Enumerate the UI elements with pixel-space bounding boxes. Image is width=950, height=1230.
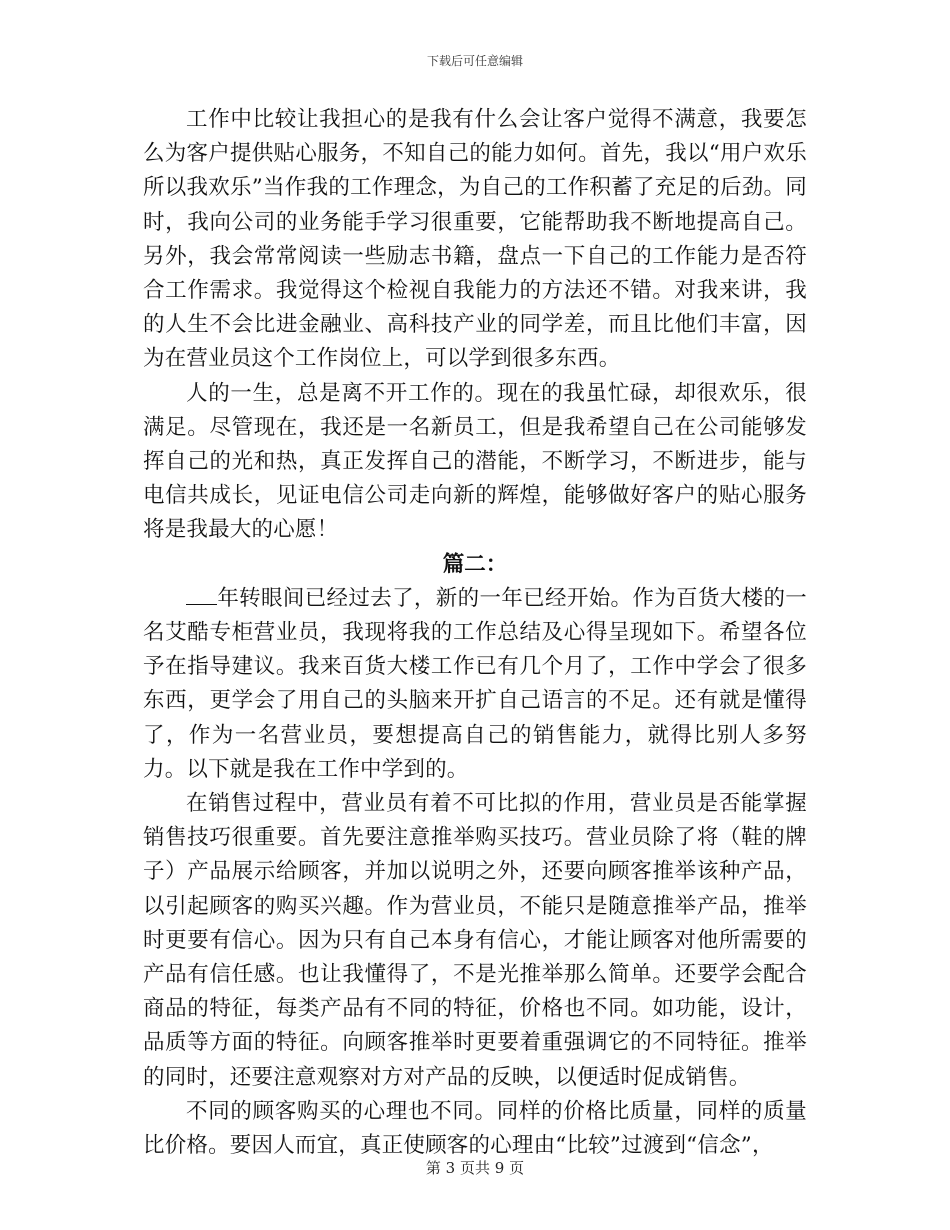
- paragraph: 人的一生，总是离不开工作的。现在的我虽忙碌，却很欢乐，很满足。尽管现在，我还是一名新员工，但是我希望自己在公司能够发挥自己的光和热，真正发挥自己的潜能，不断学习，不断进步，能与电信共成长，见证电信公司走向新的辉煌，能够做好客户的贴心服务将是我最大的心愿！: [143, 380, 807, 543]
- paragraph-text: 年转眼间已经过去了，新的一年已经开始。作为百货大楼的一名艾酷专柜营业员，我现将我的工作总结及心得呈现如下。希望各位予在指导建议。我来百货大楼工作已有几个月了，工作中学会了很多东西，更学会了用自己的头脑来开扩自己语言的不足。还有就是懂得了，作为一名营业员，要想提高自己的销售能力，就得比别人多努力。以下就是我在工作中学到的。: [143, 585, 807, 782]
- section-title: 篇二：: [442, 551, 508, 577]
- page-header: 下载后可任意编辑: [426, 54, 523, 68]
- page-number: 第 3 页共 9 页: [425, 1159, 525, 1177]
- fill-in-blank: [186, 582, 217, 605]
- paragraph: 在销售过程中，营业员有着不可比拟的作用，营业员是否能掌握销售技巧很重要。首先要注意推举购买技巧。营业员除了将（鞋的牌子）产品展示给顾客，并加以说明之外，还要向顾客推举该种产品，以引起顾客的购买兴趣。作为营业员，不能只是随意推举产品，推举时更要有信心。因为只有自己本身有信心，才能让顾客对他所需要的产品有信任感。也让我懂得了，不是光推举那么简单。还要学会配合商品的特征，每类产品有不同的特征，价格也不同。如功能，设计，品质等方面的特征。向顾客推举时更要着重强调它的不同特征。推举的同时，还要注意观察对方对产品的反映，以便适时促成销售。: [143, 791, 807, 1090]
- paragraph-with-blank: [143, 582, 807, 787]
- paragraph: 工作中比较让我担心的是我有什么会让客户觉得不满意，我要怎么为客户提供贴心服务，不知自己的能力如何。首先，我以“用户欢乐所以我欢乐”当作我的工作理念，为自己的工作积蓄了充足的后劲。同时，我向公司的业务能手学习很重要，它能帮助我不断地提高自己。另外，我会常常阅读一些励志书籍，盘点一下自己的工作能力是否符合工作需求。我觉得这个检视自我能力的方法还不错。对我来讲，我的人生不会比进金融业、高科技产业的同学差，而且比他们丰富，因为在营业员这个工作岗位上，可以学到很多东西。: [143, 107, 807, 372]
- paragraph: 不同的顾客购买的心理也不同。同样的价格比质量，同样的质量比价格。要因人而宜，真正使顾客的心理由“比较”过渡到“信念”，: [143, 1098, 807, 1159]
- document-body: [143, 103, 807, 1163]
